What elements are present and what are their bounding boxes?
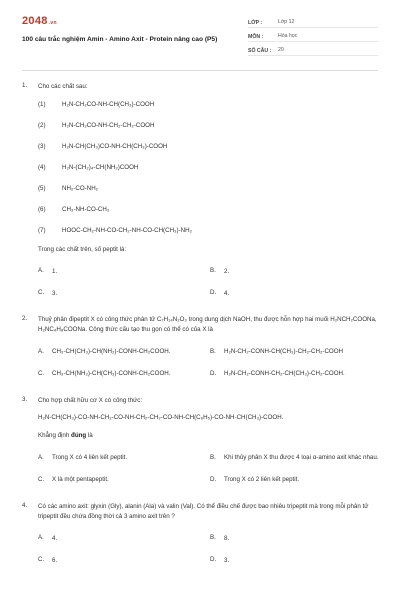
meta-value: Lớp 12 [278, 18, 295, 25]
option-letter: A. [38, 267, 44, 275]
note-post: là [87, 432, 93, 440]
option-text: 6. [52, 556, 58, 564]
option-a[interactable] [38, 341, 210, 363]
question-head [22, 396, 378, 406]
option-text: Khi thủy phân X thu được 4 loại α-amino axit khác nhau. [224, 454, 379, 462]
question-4 [22, 502, 378, 572]
question-formula: H₂N-CH(CH₃)-CO-NH-CH₂-CO-NH-CH₂-CH₂-CO-NH-CH(C₆H₅)-CO-NH-CH(CH₃)-COOH. [38, 414, 284, 422]
option-text: Trong X có 2 liên kết peptit. [224, 476, 300, 484]
compound-item [38, 158, 378, 179]
option-text: 2. [224, 267, 230, 275]
question-head [22, 82, 378, 92]
option-letter: C. [38, 289, 45, 297]
compound-item [38, 116, 378, 137]
option-a[interactable] [38, 528, 210, 550]
compound-number: (1) [38, 101, 46, 109]
option-text: H₂N-CH₂-CONH-CH(CH₃)-CH₂-CH₂-COOH [224, 348, 344, 356]
question-number: 3. [22, 396, 28, 404]
question-text: Cho các chất sau: [38, 83, 88, 90]
meta-value: Hóa học [278, 32, 298, 39]
meta-label: SỐ CÂU : [248, 47, 272, 54]
question-2 [22, 315, 378, 385]
compound-number: (5) [38, 185, 46, 193]
compound-formula: H₂N-CH(CH₃)CO-NH-CH(CH₃)-COOH [62, 143, 168, 151]
option-text: CH₃-CH(CH₃)-CH(NH₂)-CONH-CH₂COOH. [52, 348, 171, 356]
question-note [38, 432, 378, 440]
document-header [22, 14, 378, 71]
option-a[interactable] [38, 260, 210, 282]
option-c[interactable] [38, 363, 210, 385]
option-letter: D. [210, 475, 217, 483]
note-pre: Khẳng định [38, 432, 70, 440]
compound-item [38, 137, 378, 158]
meta-row-class [248, 16, 378, 28]
option-d[interactable] [210, 363, 382, 385]
option-text: 3. [224, 556, 230, 564]
header-left [22, 14, 242, 58]
option-letter: C. [38, 369, 45, 377]
option-text: 3. [52, 289, 58, 297]
compound-formula: H₂N-CH₂CO-NH-CH(CH₃)-COOH [62, 101, 155, 109]
meta-value: 20 [278, 46, 284, 53]
option-c[interactable] [38, 550, 210, 572]
meta-label: MÔN : [248, 33, 264, 40]
option-b[interactable] [210, 528, 382, 550]
question-head [22, 502, 378, 522]
brand-name: 2048 [22, 15, 48, 27]
compound-list [38, 95, 378, 242]
compound-item [38, 179, 378, 200]
option-letter: A. [38, 347, 44, 355]
answer-options [38, 260, 378, 304]
option-text: 4. [52, 534, 58, 542]
compound-number: (7) [38, 227, 46, 235]
answer-options [38, 528, 378, 572]
option-d[interactable] [210, 550, 382, 572]
option-text: X là một pentapeptit. [52, 476, 109, 484]
compound-number: (3) [38, 143, 46, 151]
compound-number: (6) [38, 206, 46, 214]
option-letter: D. [210, 289, 217, 297]
answer-options [38, 447, 378, 491]
answer-options [38, 341, 378, 385]
option-a[interactable] [38, 447, 210, 469]
option-b[interactable] [210, 260, 382, 282]
note-emphasis: đúng [71, 432, 87, 440]
document-meta [248, 14, 378, 58]
compound-formula: HOOC-CH₂-NH-CO-CH₂-NH-CO-CH(CH₃)-NH₂ [62, 227, 193, 235]
compound-item [38, 221, 378, 242]
option-b[interactable] [210, 341, 382, 363]
question-3 [22, 396, 378, 491]
option-letter: A. [38, 453, 44, 461]
compound-item [38, 95, 378, 116]
option-text: H₂N-CH₂-CONH-CH₂-CH(CH₃)-CH₂-COOH. [224, 370, 345, 378]
option-letter: B. [210, 347, 216, 355]
brand-suffix: .vn [48, 20, 57, 26]
option-text: 8. [224, 534, 230, 542]
option-text: 1. [52, 267, 58, 275]
question-text: Thuỷ phân đipeptit X có công thức phân tử C₇H₁₄N₂O₃ trong dung dịch NaOH, thu được hỗn hợp hai muối H₂NCH₂COONa, H₂NC₄H₈COONa. Công thức cấu tạo thu gọn có thể có của X là [38, 316, 377, 334]
brand-logo[interactable] [22, 14, 242, 29]
option-text: Trong X có 4 liên kết peptit. [52, 454, 128, 462]
option-letter: B. [210, 534, 216, 542]
meta-row-subject [248, 30, 378, 42]
compound-item [38, 200, 378, 221]
option-d[interactable] [210, 282, 382, 304]
meta-label: LỚP : [248, 19, 263, 26]
question-head [22, 315, 378, 335]
compound-formula: H₂N-(CH₂)₄-CH(NH₂)COOH [62, 164, 139, 172]
question-number: 1. [22, 82, 28, 89]
option-letter: B. [210, 453, 216, 461]
option-letter: B. [210, 267, 216, 275]
option-text: 4. [224, 289, 230, 297]
option-b[interactable] [210, 447, 382, 469]
compound-number: (2) [38, 122, 46, 130]
question-number: 4. [22, 501, 28, 509]
question-statement: Trong các chất trên, số peptit là: [38, 245, 127, 253]
question-1 [22, 82, 378, 304]
option-c[interactable] [38, 282, 210, 304]
option-c[interactable] [38, 469, 210, 491]
compound-number: (4) [38, 164, 46, 172]
compound-formula: CH₃-NH-CO-CH₃ [62, 206, 110, 214]
option-letter: D. [210, 369, 217, 377]
compound-formula: NH₂-CO-NH₂ [62, 185, 99, 193]
option-letter: C. [38, 475, 45, 483]
option-letter: C. [38, 556, 45, 564]
option-letter: D. [210, 556, 217, 564]
option-d[interactable] [210, 469, 382, 491]
document-title: 100 câu trắc nghiệm Amin - Amino Axit - Protein nâng cao (P5) [22, 35, 218, 43]
option-text: CH₃-CH(NH₂)-CH(CH₃)-CONH-CH₂COOH. [52, 370, 171, 378]
meta-row-count [248, 44, 378, 56]
question-text: Có các amino axit: glyxin (Gly), alanin (Ala) và valin (Val). Có thể điều chế được bao nhiêu tripeptit mà trong mỗi phân tử tripeptit đều chứa đồng thời cả 3 amino axit trên ? [38, 502, 369, 520]
compound-formula: H₂N-CH₂CO-NH-CH₂-CH₂-COOH [62, 122, 155, 130]
question-text: Cho hợp chất hữu cơ X có công thức: [38, 397, 143, 405]
question-number: 2. [22, 315, 28, 323]
option-letter: A. [38, 534, 44, 542]
